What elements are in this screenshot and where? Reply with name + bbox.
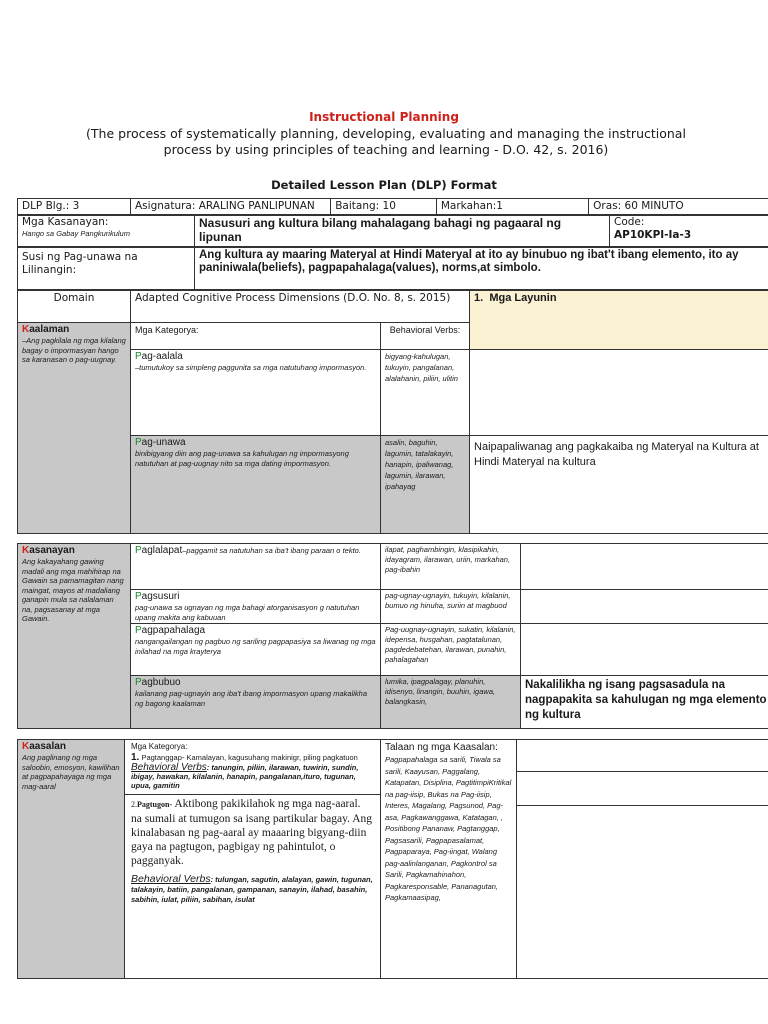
susi-table [17, 247, 768, 290]
kaasalan-kategorya-label: Mga Kategorya: [131, 742, 188, 751]
pagbubuo-initial: P [135, 677, 142, 688]
pagpapahalaga-title [135, 625, 376, 637]
layunin-label: Mga Layunin [489, 292, 557, 304]
pag-unawa-rest: ag-unawa [141, 437, 186, 448]
pagsusuri-rest: agsusuri [141, 591, 180, 602]
code-value: AP10KPI-Ia-3 [614, 229, 692, 241]
pagsusuri-cell [131, 590, 381, 624]
kaasalan-objective-2 [517, 772, 768, 806]
kaasalan-table [17, 739, 768, 979]
pag-aalala-rest: ag-aalala [141, 351, 183, 362]
pag-aalala-verbs: bigyang-kahulugan, tukuyin, pangalanan, alalahanin, piliin, ulitin [381, 350, 470, 436]
kaasalan-heading [22, 741, 120, 753]
kategorya-header: Mga Kategorya: [131, 323, 381, 350]
pagsusuri-initial: P [135, 591, 142, 602]
pagsusuri-desc: pag-unawa sa ugnayan ng mga bahagi atorganisasyon g natutuhan upang makita ang kabuuan [135, 603, 360, 622]
pagbubuo-rest: agbubuo [141, 677, 181, 688]
pag-unawa-initial: P [135, 437, 142, 448]
pagpapahalaga-rest: agpapahalaga [141, 625, 206, 636]
paglalapat-rest: aglalapat [141, 545, 183, 556]
pagtugon-head: Pagtugon- [137, 800, 173, 809]
pagsusuri-title [135, 591, 376, 603]
kaalaman-desc: –Ang pagkilala ng mga kilalang bagay o impormasyan hango sa karanasan o pag-uugnay. [22, 336, 126, 364]
talaan-list: Pagpapahalaga sa sarili, Tiwala sa sarili, Kaayusan, Paggalang, Katapatan, Disiplina, PagtitimpiKritikal na pag-iisip, Bukas na Pag-iisip, Interes, Magalang, Pagsunod, Pag-asa, Pagkawanggawa, Katatagan, , Positibong Pananaw, Pagtanggap, Pagsasarili, Pagpapasalamat, Pagpaparaya, Pag-iingat, Walang pag-aalinlanganan, Pagkontrol sa Sarili, Pagkamahinahon, Pagkaresponsable, Pananagutan, Pagkamaasipag, [385, 755, 512, 902]
kaalaman-heading [22, 324, 126, 336]
pagpapahalaga-verbs: Pag-uugnay-ugnayin, sukatin, kilalanin, idepensa, husgahan, pagtatalunan, pagdedebatehan, ilarawan, punahin, pahalagahan [381, 624, 521, 676]
pagbubuo-verbs: lumika, ipagpalagay, planuhin, idisenyo, linangin, buuhin, igawa, balangkasin, [381, 676, 521, 729]
kaasalan-initial: K [22, 741, 30, 752]
pagtugon-number: 2. [131, 800, 137, 809]
domain-header: Domain [18, 291, 131, 323]
pagpapahalaga-initial: P [135, 625, 142, 636]
pagpapahalaga-objective [521, 624, 768, 676]
pagpapahalaga-cell [131, 624, 381, 676]
kasanayan-heading [22, 545, 126, 557]
pagbubuo-desc: kailanang pag-ugnayin ang iba't ibang impormasyon upang makalikha ng bagong kaalaman [135, 689, 368, 708]
talaan-cell [381, 740, 517, 979]
susi-label: Susi ng Pag-unawa na Lilinangin: [18, 248, 195, 290]
bv1-label: Behavioral Verbs [131, 762, 207, 773]
kaalaman-table [17, 290, 768, 534]
pag-unawa-cell [131, 436, 381, 534]
layunin-header [470, 291, 768, 350]
pag-unawa-verbs: asalin, baguhin, lagumin, tatalakayin, hanapin, ipaliwanag, lagumin, ilarawan, ipahayag [381, 436, 470, 534]
pagtugon-item [125, 794, 380, 905]
code-cell [610, 215, 768, 247]
pag-aalala-initial: P [135, 351, 142, 362]
pag-unawa-title [135, 437, 376, 449]
kasanayan-desc: Ang kakayahang gawing madali ang mga mahihirap na Gawain sa pamamagitan nang maingat, mayos at madaliang ganapin mula sa nalalaman na, pagsasanay at mga Gawain. [22, 557, 124, 623]
paglalapat-desc: –paggamit sa natutuhan sa iba't ibang paraan o tekto. [182, 546, 361, 555]
pagbubuo-title [135, 677, 376, 689]
pagtanggap-text: Pagtanggap- Kamalayan, kagusuhang makinigr, piling pagkatuon [141, 753, 358, 762]
paglalapat-cell [131, 544, 381, 590]
pagtanggap-number: 1. [131, 752, 140, 763]
layunin-number: 1. [474, 292, 484, 304]
pagpapahalaga-desc: nangangailangan ng pagbuo ng sariling pagpapasiya sa liwanag ng mga inilahad na mga krayterya [135, 637, 376, 656]
pag-unawa-desc: binibigyang diin ang pag-unawa sa kahulugan ng impormasyong natutuhan at pag-uugnay nito sa mga dating impormasyon. [135, 449, 349, 468]
bv2-text: : tulungan, sagutin, alalayan, gawin, tugunan, talakayin, batiin, pangalanan, gampanan, sanayin, ilahad, basahin, sabihin, iulat, piliin, sabihan, isulat [131, 875, 373, 904]
paglalapat-objective [521, 544, 768, 590]
pagtugon-text-block [131, 797, 374, 868]
dlp-number: DLP Blg.: 3 [18, 199, 131, 216]
susi-text: Ang kultura ay maaring Materyal at Hindi Materyal at ito ay binubuo ng ibat't ibang elemento, ito ay paniniwala(beliefs), pagpapahalaga(values), norms,at simbolo. [195, 248, 768, 290]
document-subtitle [56, 126, 716, 158]
kasanayan-section-table [17, 543, 768, 729]
pag-aalala-cell [131, 350, 381, 436]
pag-aalala-objective [470, 350, 768, 436]
kaalaman-domain-cell [18, 323, 131, 534]
adapted-header: Adapted Cognitive Process Dimensions (D.O. No. 8, s. 2015) [131, 291, 470, 323]
paglalapat-initial: P [135, 545, 142, 556]
markahan: Markahan:1 [436, 199, 588, 216]
oras: Oras: 60 MINUTO [589, 199, 768, 216]
pag-aalala-desc: –tumutukoy sa simpleng paggunita sa mga natutuhang impormasyon. [135, 363, 367, 372]
kaasalan-rest: aasalan [29, 741, 66, 752]
bv2 [131, 874, 374, 905]
kasanayan-rest: asanayan [29, 545, 75, 556]
kaasalan-desc: Ang paglinang ng mga saloobin, emosyon, kawilihan at pagpapahayaga ng mga mag-aaral [22, 753, 120, 791]
pagtugon-text: Aktibong pakikilahok ng mga nag-aaral. na sumali at tumugon sa isang partikular bagay. Ang kinalabasan ng pag-aaral ay maaaring bigyang-diin gaya na pagtugon, pagbigay ng pahintulot, o pagganyak. [131, 798, 373, 867]
pagsusuri-verbs: pag-ugnay-ugnayin, tukuyin, kilalanin, bumuo ng hinuha, suriin at magbuod [381, 590, 521, 624]
subtitle-line-1: (The process of systematically planning, developing, evaluating and managing the instructional [86, 126, 686, 141]
kasanayan-label: Mga Kasanayan: [22, 216, 109, 228]
kaasalan-kategorya-cell [125, 740, 381, 979]
pagsusuri-objective [521, 590, 768, 624]
talaan-label: Talaan ng mga Kaasalan: [385, 742, 498, 753]
kasanayan-domain-cell [18, 544, 131, 729]
kasanayan-sub: Hango sa Gabay Pangkurikulum [22, 229, 130, 238]
kaasalan-objective-3 [517, 806, 768, 979]
paglalapat-title [135, 545, 182, 556]
pag-aalala-title [135, 351, 376, 363]
baitang: Baitang: 10 [331, 199, 437, 216]
format-title: Detailed Lesson Plan (DLP) Format [271, 178, 497, 192]
kaalaman-rest: aalaman [29, 324, 70, 335]
pagbubuo-objective: Nakalilikha ng isang pagsasadula na nagpapakita sa kahulugan ng mga elemento ng kultura [521, 676, 768, 729]
kasanayan-initial: K [22, 545, 30, 556]
document-title: Instructional Planning [309, 110, 459, 124]
bv2-label: Behavioral Verbs [131, 873, 211, 885]
kaalaman-initial: K [22, 324, 30, 335]
kaasalan-domain-cell [18, 740, 125, 979]
code-label: Code: [614, 216, 645, 228]
pag-unawa-objective: Naipapaliwanag ang pagkakaiba ng Materyal na Kultura at Hindi Materyal na kultura [470, 436, 768, 534]
pagbubuo-cell [131, 676, 381, 729]
asignatura: Asignatura: ARALING PANLIPUNAN [131, 199, 331, 216]
kasanayan-label-cell [18, 215, 195, 247]
pagtanggap-item [131, 753, 374, 762]
kasanayan-text: Nasusuri ang kultura bilang mahalagang bahagi ng pagaaral ng lipunan [195, 215, 610, 247]
kasanayan-table [17, 214, 768, 247]
bv1 [131, 763, 374, 790]
subtitle-line-2: process by using principles of teaching and learning - D.O. 42, s. 2016) [163, 142, 609, 157]
paglalapat-verbs: ilapat, paghambingin, klasipikahin, idayagram, ilarawan, uriin, markahan, pag-ibahin [381, 544, 521, 590]
verbs-header: Behavioral Verbs: [381, 323, 470, 350]
bv1-text: : tanungin, piliin, ilarawan, tuwirin, sundin, ibigay, hawakan, kilalanin, hanapin, pangalanan,ituro, tugunan, upua, gamitin [131, 763, 359, 790]
kaasalan-objective-1 [517, 740, 768, 772]
